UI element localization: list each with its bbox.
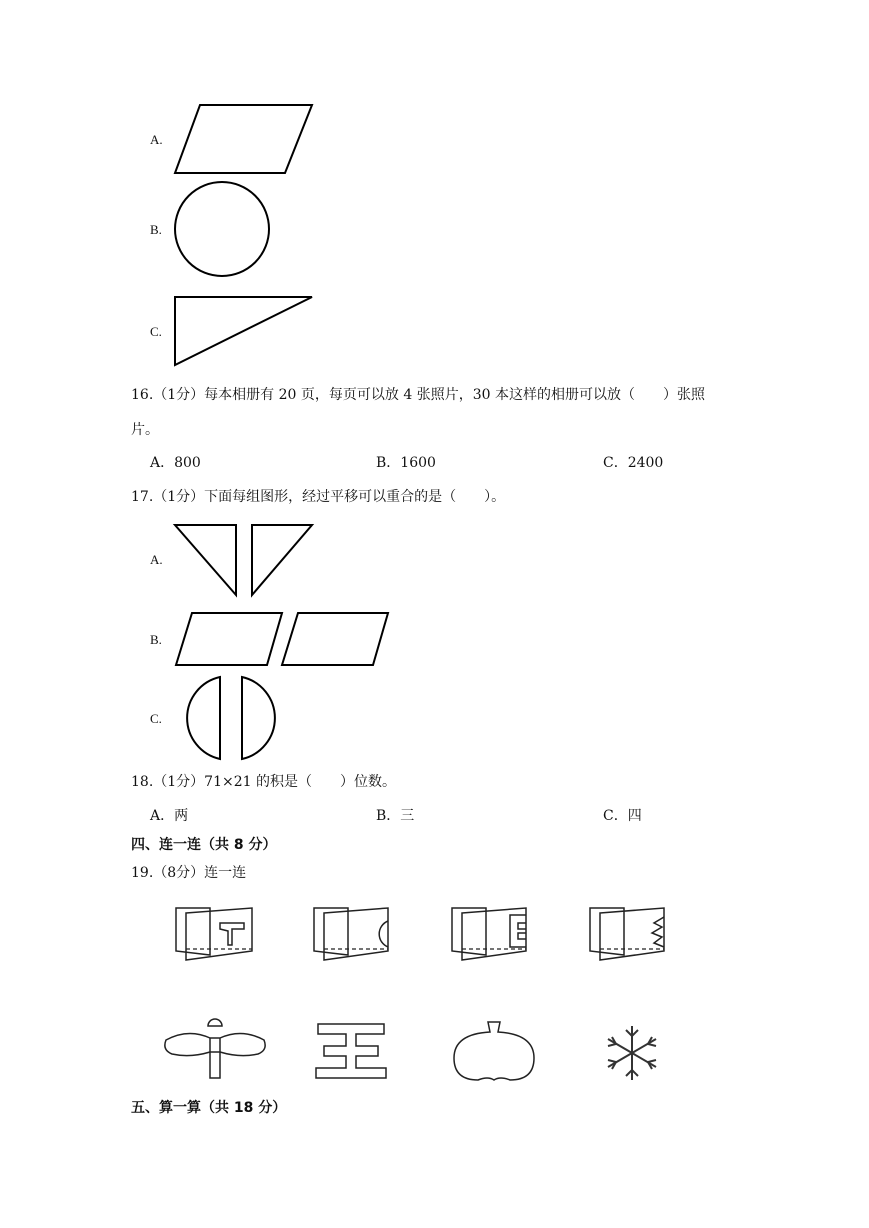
- q17-option-a-label: A.: [150, 552, 163, 567]
- mirrored-semicircles-icon: [170, 672, 295, 764]
- q16-option-a[interactable]: A．800: [150, 455, 201, 471]
- q15-option-a-label: A.: [150, 132, 163, 147]
- folded-paper-snowflake-icon: [586, 903, 686, 965]
- dragonfly-cutout-icon: [158, 1018, 273, 1083]
- pumpkin-cutout-icon: [450, 1018, 540, 1088]
- q16-stem-line2: 片。: [131, 422, 159, 438]
- q16-option-c[interactable]: C．2400: [603, 455, 664, 471]
- q16-stem-line1: 16.（1分）每本相册有 20 页，每页可以放 4 张照片，30 本这样的相册可以放（ ）张照: [131, 387, 705, 403]
- circle-icon: [170, 180, 280, 280]
- q17-option-c-label: C.: [150, 711, 162, 726]
- snowflake-cutout-icon: [600, 1022, 665, 1084]
- folded-paper-semicircle-icon: [310, 903, 410, 965]
- section-5-heading: 五、算一算（共 18 分）: [131, 1100, 287, 1116]
- q19-stem: 19.（8分）连一连: [131, 865, 247, 881]
- parallelogram-icon: [170, 100, 320, 180]
- q17-stem: 17.（1分）下面每组图形，经过平移可以重合的是（ ）。: [131, 489, 506, 505]
- right-triangle-icon: [170, 292, 320, 372]
- q15-option-c-label: C.: [150, 324, 162, 339]
- q15-option-b-label: B.: [150, 222, 162, 237]
- section-4-heading: 四、连一连（共 8 分）: [131, 837, 277, 853]
- parallelograms-icon: [170, 608, 395, 673]
- q18-option-c[interactable]: C．四: [603, 808, 642, 824]
- q18-stem: 18.（1分）71×21 的积是（ ）位数。: [131, 774, 396, 790]
- q17-option-b-label: B.: [150, 632, 162, 647]
- wang-character-cutout-icon: [312, 1018, 392, 1083]
- q16-option-b[interactable]: B．1600: [376, 455, 436, 471]
- mirrored-triangles-icon: [170, 520, 320, 605]
- folded-paper-e-icon: [448, 903, 548, 965]
- q18-option-b[interactable]: B．三: [376, 808, 415, 824]
- q18-option-a[interactable]: A．两: [150, 808, 189, 824]
- folded-paper-dragonfly-icon: [172, 903, 272, 965]
